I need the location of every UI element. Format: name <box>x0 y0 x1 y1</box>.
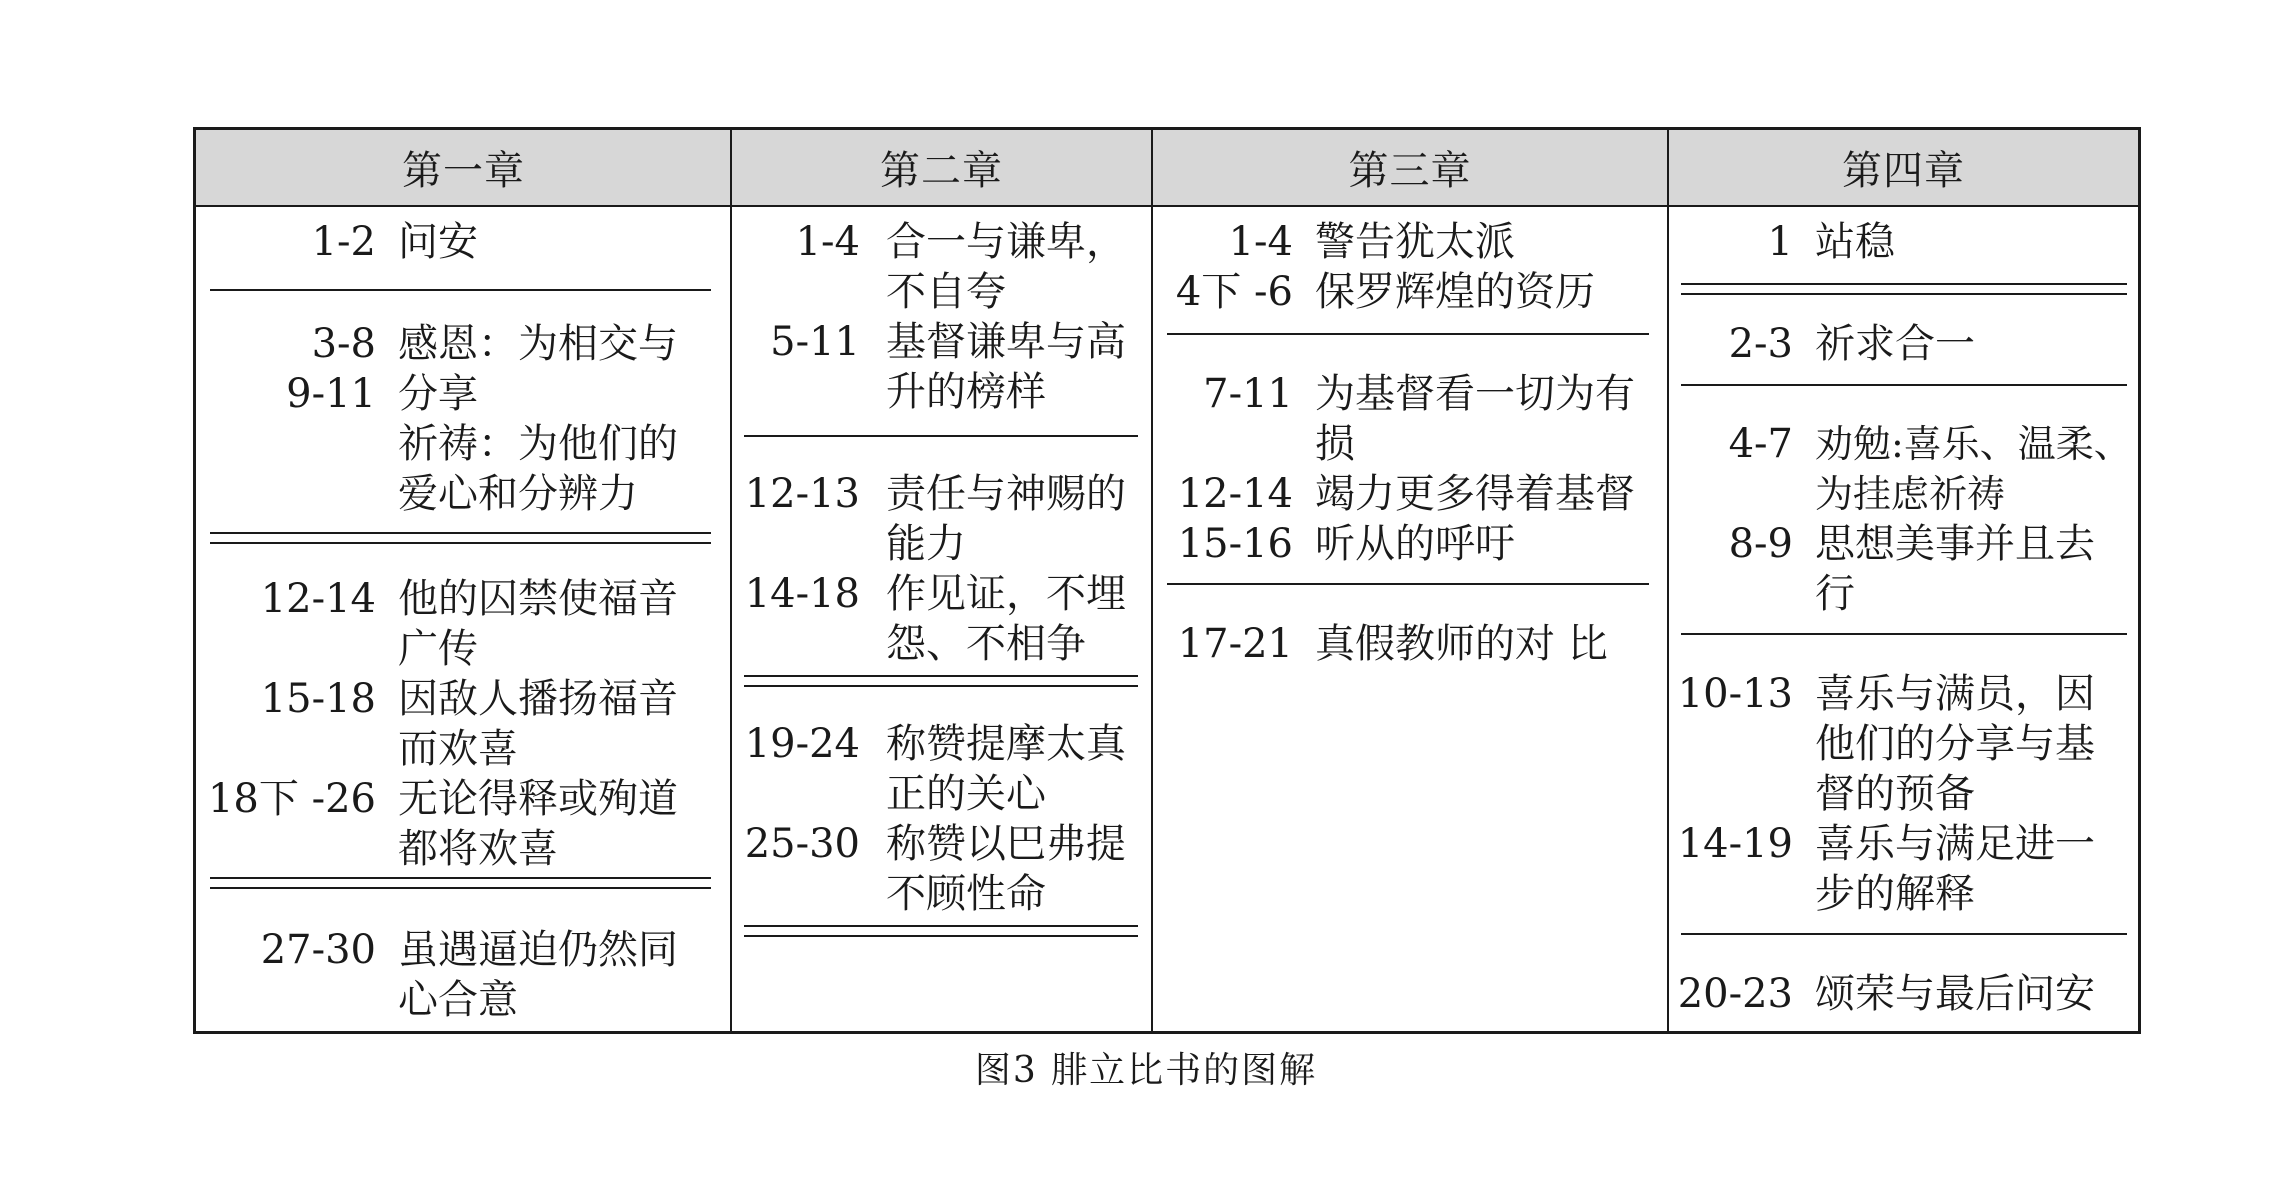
column-chapter-4 <box>1669 130 2138 1031</box>
entry-text: 责任与神赐的 能力 <box>886 471 1126 567</box>
entry-text: 因敌人播扬福音 而欢喜 <box>398 676 678 772</box>
entry-text: 爱心和分辨力 <box>398 471 638 517</box>
entry-text: 作见证，不埋 怨、不相争 <box>886 571 1126 667</box>
column-chapter-3 <box>1153 130 1667 1031</box>
outline-entry <box>196 774 731 874</box>
entry-text: 无论得释或殉道 都将欢喜 <box>398 776 678 872</box>
outline-entry <box>1669 819 2138 919</box>
verse-ref: 25-30 <box>744 821 860 867</box>
entry-text: 分享 <box>398 371 478 417</box>
outline-entry <box>732 569 1151 669</box>
column-header: 第二章 <box>732 130 1151 207</box>
entry-text: 喜乐与满员，因 他们的分享与基 督的预备 <box>1815 671 2095 817</box>
entry-text: 真假教师的对 比 <box>1315 621 1608 667</box>
outline-entry <box>1153 519 1667 569</box>
entry-text: 听从的呼吁 <box>1315 521 1515 567</box>
outline-entry <box>1153 619 1667 669</box>
section-divider <box>210 289 711 291</box>
column-separator <box>730 130 732 1031</box>
entry-text: 基督谦卑与高 升的榜样 <box>886 319 1126 415</box>
column-header: 第四章 <box>1669 130 2138 207</box>
section-divider <box>1681 633 2127 635</box>
entry-text: 感恩：为相交与 <box>398 321 678 367</box>
section-divider-double <box>744 925 1138 937</box>
verse-ref: 4-7 <box>1728 421 1793 467</box>
verse-ref: 12-14 <box>260 576 376 622</box>
outline-entry <box>732 819 1151 919</box>
column-chapter-2 <box>732 130 1151 1031</box>
outline-entry <box>196 419 731 469</box>
outline-entry <box>1153 267 1667 317</box>
verse-ref: 12-14 <box>1177 471 1293 517</box>
entry-text: 警告犹太派 <box>1315 219 1515 265</box>
entry-text: 保罗辉煌的资历 <box>1315 269 1595 315</box>
outline-entry <box>1669 217 2138 267</box>
verse-ref: 1-2 <box>311 219 376 265</box>
entry-text: 思想美事并且去 行 <box>1815 521 2095 617</box>
verse-ref: 1 <box>1767 219 1793 265</box>
outline-entry <box>732 217 1151 317</box>
outline-entry <box>1153 217 1667 267</box>
section-divider <box>1167 583 1649 585</box>
verse-ref: 4下 -6 <box>1175 269 1293 315</box>
entry-text: 劝勉:喜乐、温柔、 为挂虑祈祷 <box>1815 422 2132 516</box>
section-divider-double <box>1681 283 2127 295</box>
entry-text: 喜乐与满足进一 步的解释 <box>1815 821 2095 917</box>
outline-entry <box>1669 519 2138 619</box>
outline-entry <box>196 217 731 267</box>
verse-ref: 3-8 <box>311 321 376 367</box>
verse-ref: 18下 -26 <box>207 776 376 822</box>
outline-entry <box>1669 669 2138 819</box>
verse-ref <box>196 469 376 519</box>
outline-entry <box>732 469 1151 569</box>
verse-ref: 1-4 <box>1228 219 1293 265</box>
outline-entry <box>196 319 731 369</box>
verse-ref: 15-16 <box>1177 521 1293 567</box>
verse-ref: 8-9 <box>1728 521 1793 567</box>
section-divider <box>1167 333 1649 335</box>
outline-entry <box>196 469 731 519</box>
section-divider <box>1681 384 2127 386</box>
verse-ref: 9-11 <box>286 371 376 417</box>
entry-text: 为基督看一切为有 损 <box>1315 371 1635 467</box>
outline-entry <box>1669 419 2138 519</box>
section-divider-double <box>744 675 1138 687</box>
column-header: 第三章 <box>1153 130 1667 207</box>
outline-entry <box>1669 319 2138 369</box>
entry-text: 问安 <box>398 219 478 265</box>
column-separator <box>1151 130 1153 1031</box>
entry-text: 虽遇逼迫仍然同 心合意 <box>398 927 678 1023</box>
verse-ref: 7-11 <box>1203 371 1293 417</box>
column-chapter-1 <box>196 130 731 1031</box>
outline-entry <box>732 317 1151 417</box>
verse-ref: 2-3 <box>1728 321 1793 367</box>
outline-entry <box>196 925 731 1025</box>
figure-caption: 图3 腓立比书的图解 <box>974 1050 1318 1091</box>
outline-entry <box>196 369 731 419</box>
verse-ref: 20-23 <box>1677 971 1793 1017</box>
outline-entry <box>1153 469 1667 519</box>
entry-text: 他的囚禁使福音 广传 <box>398 576 678 672</box>
verse-ref <box>196 419 376 469</box>
entry-text: 站稳 <box>1815 219 1895 265</box>
verse-ref: 17-21 <box>1177 621 1293 667</box>
verse-ref: 19-24 <box>744 721 860 767</box>
verse-ref: 10-13 <box>1677 671 1793 717</box>
verse-ref: 1-4 <box>795 219 860 265</box>
verse-ref: 27-30 <box>260 927 376 973</box>
verse-ref: 5-11 <box>770 319 860 365</box>
column-header: 第一章 <box>196 130 731 207</box>
outline-entry <box>196 574 731 674</box>
section-divider <box>744 435 1138 437</box>
entry-text: 祈求合一 <box>1815 321 1975 367</box>
verse-ref: 14-19 <box>1677 821 1793 867</box>
outline-entry <box>1669 969 2138 1019</box>
entry-text: 祈祷：为他们的 <box>398 421 678 467</box>
verse-ref: 12-13 <box>744 471 860 517</box>
entry-text: 称赞提摩太真 正的关心 <box>886 721 1126 817</box>
section-divider-double <box>210 877 711 889</box>
column-separator <box>1667 130 1669 1031</box>
section-divider-double <box>210 532 711 544</box>
entry-text: 合一与谦卑， 不自夸 <box>886 219 1126 315</box>
verse-ref: 15-18 <box>260 676 376 722</box>
entry-text: 称赞以巴弗提 不顾性命 <box>886 821 1126 917</box>
outline-entry <box>732 719 1151 819</box>
outline-entry <box>1153 369 1667 469</box>
outline-entry <box>196 674 731 774</box>
section-divider <box>1681 933 2127 935</box>
entry-text: 颂荣与最后问安 <box>1815 971 2095 1017</box>
verse-ref: 14-18 <box>744 571 860 617</box>
entry-text: 竭力更多得着基督 <box>1315 471 1635 517</box>
